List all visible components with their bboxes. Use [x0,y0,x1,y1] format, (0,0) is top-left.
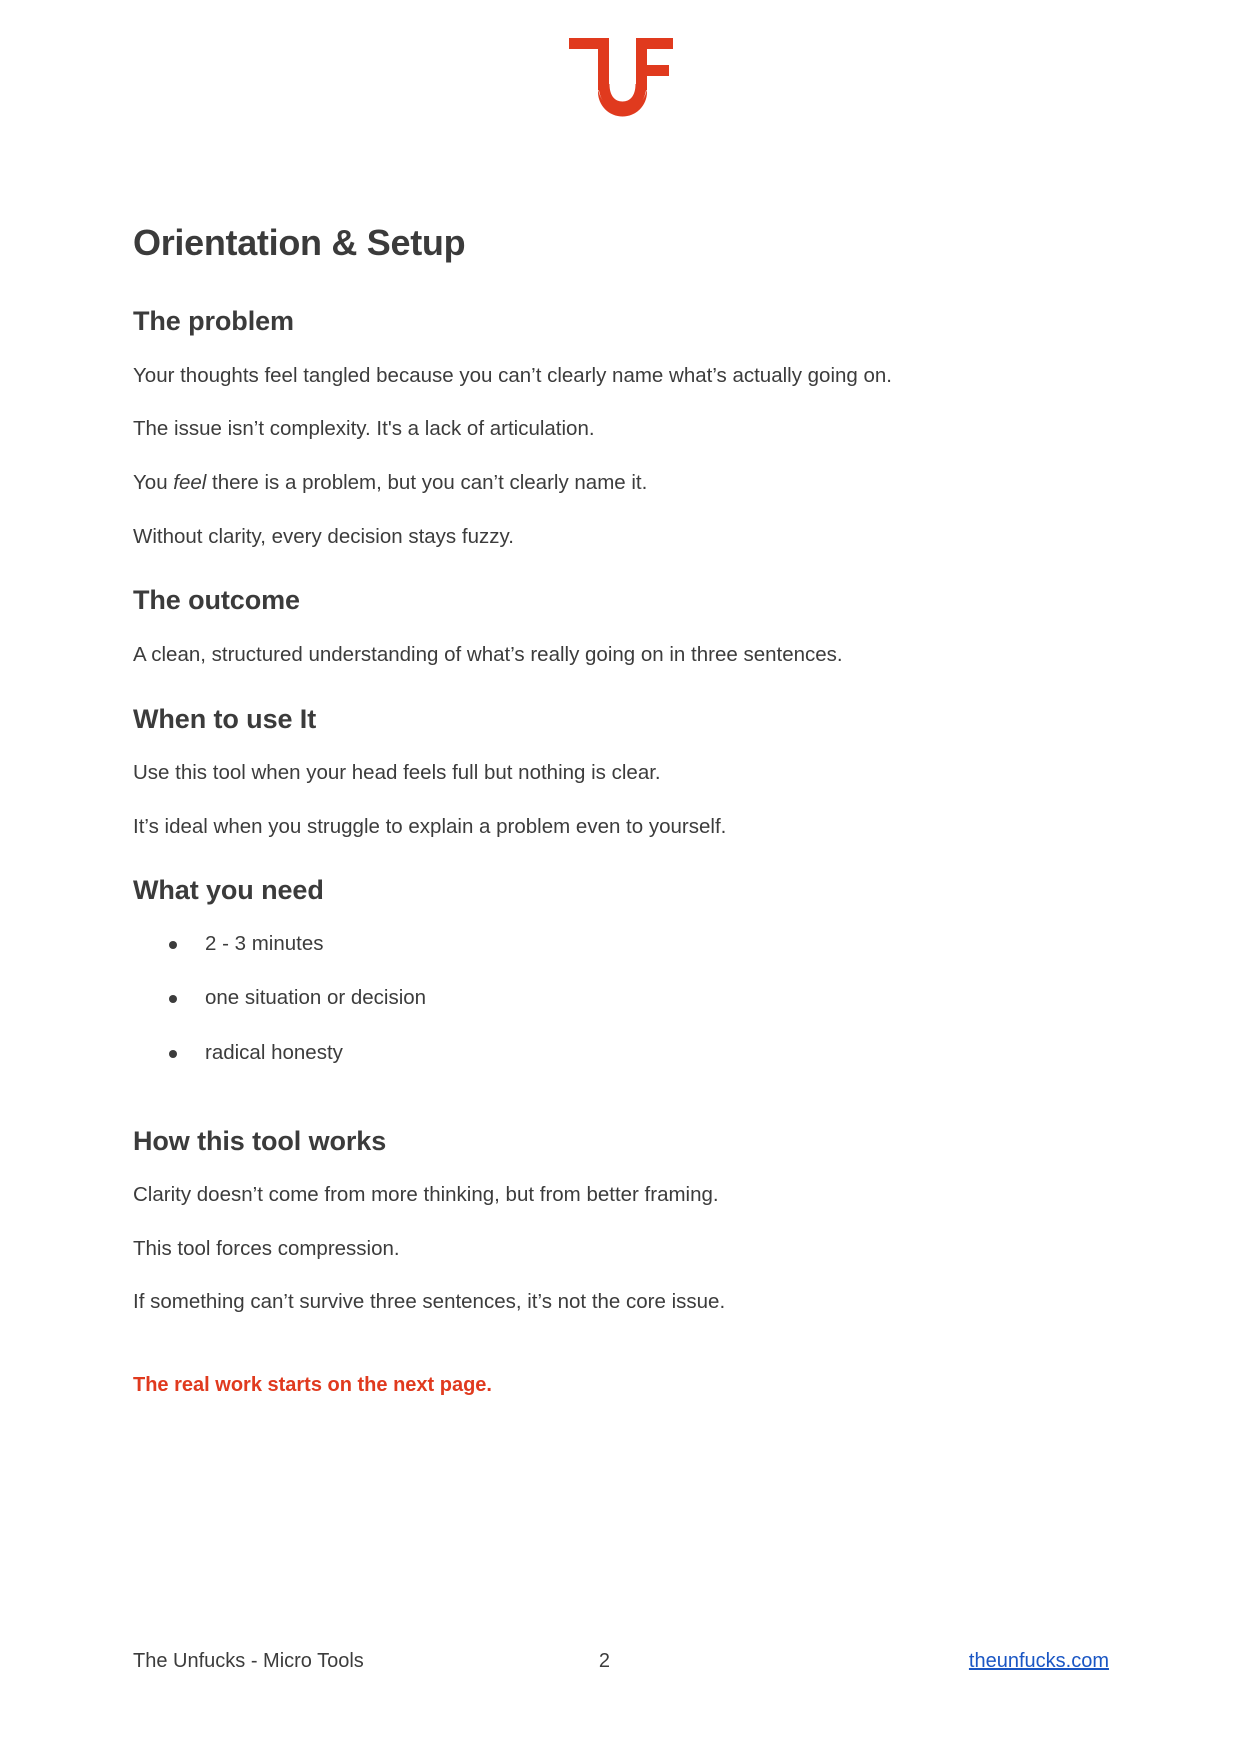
paragraph-problem-1: Your thoughts feel tangled because you can’t clearly name what’s actually going on. [133,363,893,387]
paragraph-outcome-1: A clean, structured understanding of what’s really going on in three sentences. [133,642,843,666]
section-heading-what-you-need: What you need [133,875,324,906]
callout-text: The real work starts on the next page. [133,1373,492,1396]
section-heading-when-to-use-it: When to use It [133,703,317,734]
document-content [133,222,1033,1398]
paragraph-problem-3-emphasis: feel [173,471,207,495]
section-heading-the-outcome: The outcome [133,585,300,616]
paragraph-problem-2: The issue isn’t complexity. It's a lack of articulation. [133,417,595,441]
list-item [169,985,1033,1012]
section-when-to-use-it [133,703,1033,841]
section-the-outcome [133,584,1033,668]
paragraph-problem-3 [133,469,1033,497]
footer-website-link[interactable]: theunfucks.com [968,1650,1109,1672]
logo-container [0,38,1242,120]
bullet-dot-icon [169,1050,177,1058]
list-item-label: 2 - 3 minutes [205,931,324,955]
section-heading-the-problem: The problem [133,306,294,337]
list-item [169,1040,1033,1067]
section-heading-how-this-tool-works: How this tool works [133,1125,387,1156]
paragraph-problem-4: Without clarity, every decision stays fuzzy. [133,524,514,548]
footer-document-name: The Unfucks - Micro Tools [133,1650,364,1672]
paragraph-how-1: Clarity doesn’t come from more thinking, but from better framing. [133,1182,719,1206]
uf-monogram-logo [569,38,673,120]
bullet-dot-icon [169,941,177,949]
paragraph-when-2: It’s ideal when you struggle to explain a problem even to yourself. [133,814,727,838]
footer-link-container [809,1650,1109,1673]
list-item [169,931,1033,958]
paragraph-how-3: If something can’t survive three sentences, it’s not the core issue. [133,1290,726,1314]
paragraph-how-2: This tool forces compression. [133,1236,400,1260]
page-title: Orientation & Setup [133,222,466,263]
section-how-this-tool-works [133,1125,1033,1316]
footer-page-number: 2 [598,1650,610,1672]
section-what-you-need [133,874,1033,1066]
list-item-label: one situation or decision [205,986,427,1010]
callout-container [133,1372,1033,1398]
page-footer [133,1650,1109,1673]
paragraph-when-1: Use this tool when your head feels full but nothing is clear. [133,760,661,784]
section-the-problem [133,305,1033,550]
paragraph-problem-3-after: there is a problem, but you can’t clearly name it. [206,471,648,495]
paragraph-problem-3-before: You [133,471,174,495]
what-you-need-list [133,931,1033,1067]
list-item-label: radical honesty [205,1040,343,1064]
bullet-dot-icon [169,995,177,1003]
